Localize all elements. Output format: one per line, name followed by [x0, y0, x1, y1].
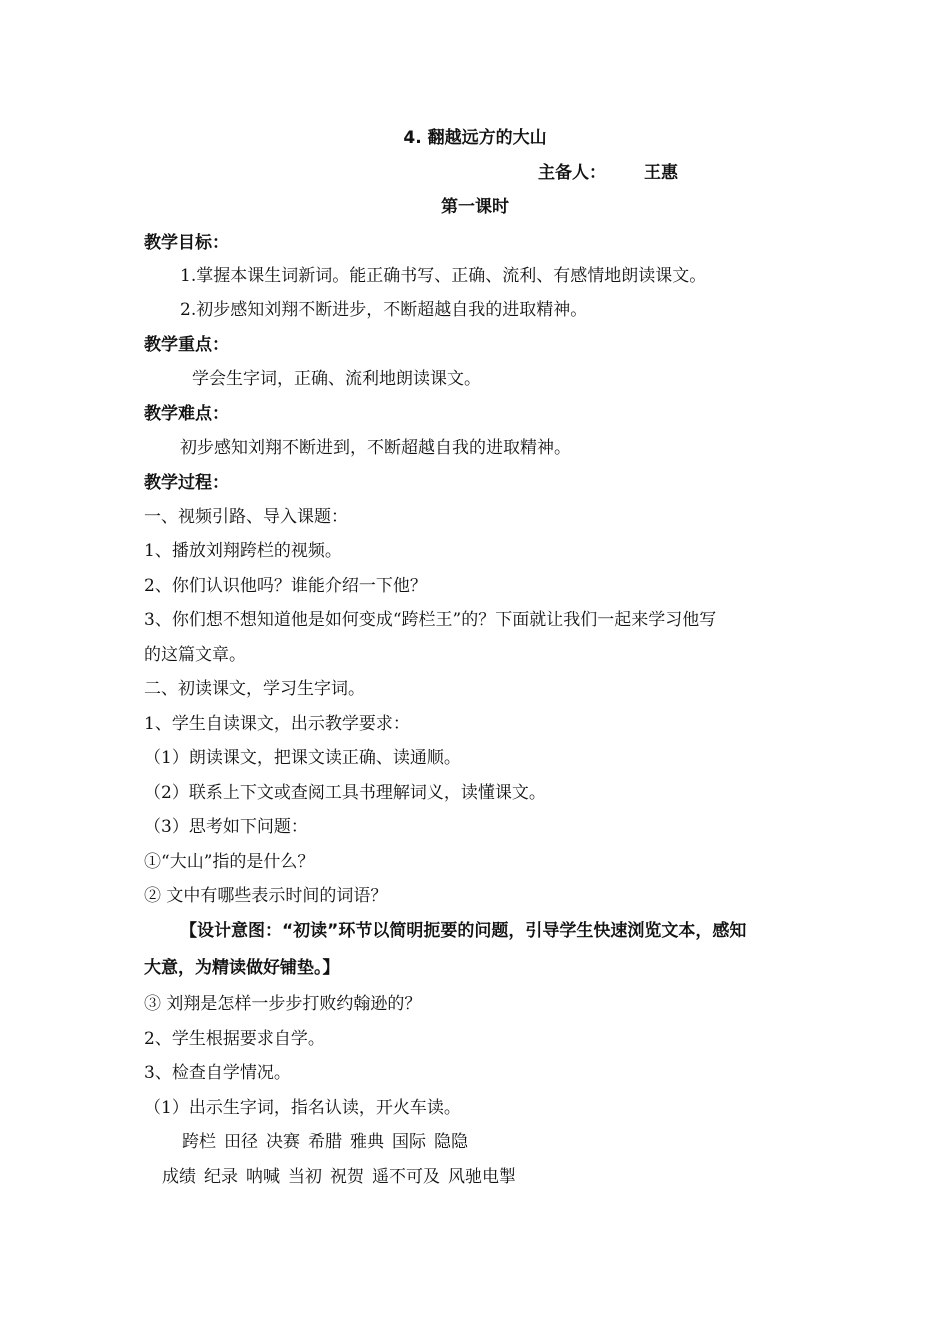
requirement-item: （3）思考如下问题：: [144, 817, 308, 837]
list-item: 2、你们认识他吗？谁能介绍一下他？: [144, 576, 427, 596]
vocab-row: [182, 1131, 476, 1153]
focus-text: 学会生字词，正确、流利地朗读课文。: [192, 369, 481, 389]
author-label: 主备人：: [538, 163, 606, 183]
vocab-word: 成绩: [162, 1167, 196, 1187]
vocab-word: 呐喊: [246, 1167, 280, 1187]
author-name: 王惠: [644, 163, 678, 183]
vocab-word: 祝贺: [330, 1167, 364, 1187]
vocab-word: 遥不可及: [372, 1167, 440, 1187]
process-heading: 教学过程：: [144, 473, 229, 493]
difficulty-text: 初步感知刘翔不断进到，不断超越自我的进取精神。: [180, 438, 571, 458]
vocab-word: 隐隐: [434, 1132, 468, 1152]
list-item: 2、学生根据要求自学。: [144, 1029, 325, 1049]
vocab-word: 雅典: [350, 1132, 384, 1152]
requirement-item: （1）朗读课文，把课文读正确、读通顺。: [144, 748, 461, 768]
vocab-word: 纪录: [204, 1167, 238, 1187]
doc-title: 4. 翻越远方的大山: [403, 128, 547, 148]
vocab-word: 决赛: [266, 1132, 300, 1152]
section-heading: 一、视频引路、导入课题：: [144, 507, 348, 527]
vocab-word: 国际: [392, 1132, 426, 1152]
vocab-word: 风驰电掣: [448, 1167, 516, 1187]
vocab-word: 当初: [288, 1167, 322, 1187]
difficulty-heading: 教学难点：: [144, 404, 229, 424]
vocab-word: 跨栏: [182, 1132, 216, 1152]
goal-item: 1.掌握本课生词新词。能正确书写、正确、流利、有感情地朗读课文。: [180, 266, 707, 286]
vocab-word: 田径: [224, 1132, 258, 1152]
design-intent: 【设计意图：“初读”环节以简明扼要的问题，引导学生快速浏览文本，感知: [180, 921, 747, 941]
goal-item: 2.初步感知刘翔不断进步，不断超越自我的进取精神。: [180, 300, 588, 320]
question-item: ①“大山”指的是什么？: [144, 852, 315, 872]
lesson-title: 第一课时: [441, 197, 509, 217]
requirement-item: （2）联系上下文或查阅工具书理解词义，读懂课文。: [144, 783, 546, 803]
design-intent-continued: 大意，为精读做好铺垫。】: [144, 958, 340, 978]
list-item-continued: 的这篇文章。: [144, 645, 246, 665]
vocab-word: 希腊: [308, 1132, 342, 1152]
list-item: 1、学生自读课文，出示教学要求：: [144, 714, 410, 734]
question-item: ② 文中有哪些表示时间的词语？: [144, 886, 388, 906]
goals-heading: 教学目标：: [144, 233, 229, 253]
section-heading: 二、初读课文，学习生字词。: [144, 679, 365, 699]
question-item: ③ 刘翔是怎样一步步打败约翰逊的？: [144, 994, 422, 1014]
author-line: [538, 162, 678, 184]
check-item: （1）出示生字词，指名认读，开火车读。: [144, 1098, 461, 1118]
list-item: 3、检查自学情况。: [144, 1063, 291, 1083]
list-item: 3、你们想不想知道他是如何变成“跨栏王”的？下面就让我们一起来学习他写: [144, 610, 717, 630]
list-item: 1、播放刘翔跨栏的视频。: [144, 541, 342, 561]
focus-heading: 教学重点：: [144, 335, 229, 355]
vocab-row: [162, 1166, 524, 1188]
